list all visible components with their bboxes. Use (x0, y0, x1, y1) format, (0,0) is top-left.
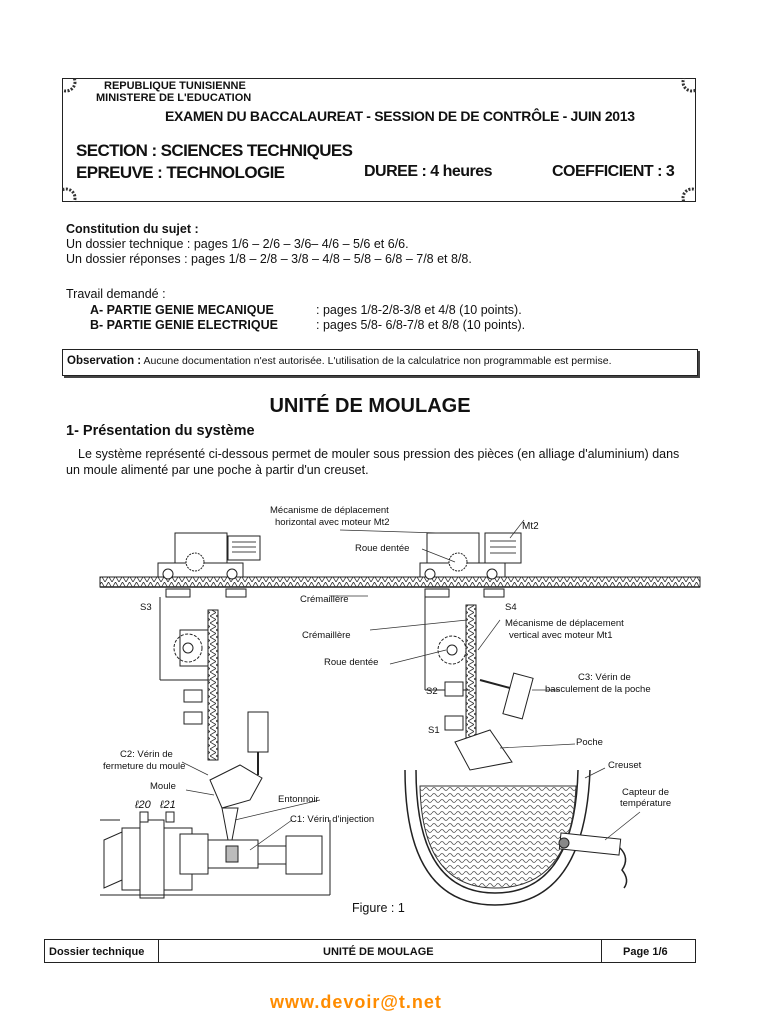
coefficient: COEFFICIENT : 3 (552, 163, 675, 180)
label-cremaillere: Crémaillère (300, 594, 349, 605)
constitution-line: Un dossier technique : pages 1/6 – 2/6 – 3/6– 4/6 – 5/6 et 6/6. (66, 237, 409, 251)
left-carriage (158, 533, 260, 579)
observation-text: Aucune documentation n'est autorisée. L'utilisation de la calculatrice non programmable est permise. (143, 355, 612, 367)
label-capteur: température (620, 798, 672, 809)
label-capteur: Capteur de (622, 787, 670, 798)
label-cremaillere: Crémaillère (302, 630, 351, 641)
label-mech-h: horizontal avec moteur Mt2 (275, 517, 390, 528)
label-s4: S4 (505, 602, 517, 613)
constitution-block (66, 222, 472, 267)
label-moule: Moule (150, 781, 176, 792)
label-s1: S1 (428, 725, 440, 736)
footer-left: Dossier technique (49, 946, 145, 958)
left-vertical-mechanism (160, 597, 268, 808)
corner-ornament-icon (674, 180, 696, 202)
label-s2: S2 (426, 686, 438, 697)
part-b-pages: : pages 5/8- 6/8-7/8 et 8/8 (10 points). (316, 318, 526, 332)
page-title: UNITÉ DE MOULAGE (269, 395, 471, 417)
corner-ornament-icon (62, 78, 84, 100)
footer-divider (601, 939, 602, 963)
crucible (405, 770, 627, 905)
constitution-line: Un dossier réponses : pages 1/8 – 2/8 – 3/8 – 4/8 – 5/8 – 6/8 – 7/8 et 8/8. (66, 252, 472, 266)
label-l20: ℓ20 (135, 799, 151, 811)
label-c2: C2: Vérin de (120, 749, 173, 760)
section-heading: 1- Présentation du système (66, 423, 255, 439)
section-epreuve (76, 140, 352, 184)
exam-title: EXAMEN DU BACCALAUREAT - SESSION DE DE CONTRÔLE - JUIN 2013 (165, 108, 635, 124)
label-s3: S3 (140, 602, 152, 613)
section: SECTION : SCIENCES TECHNIQUES (76, 141, 353, 160)
epreuve: EPREUVE : TECHNOLOGIE (76, 163, 285, 182)
footer-box (44, 939, 696, 963)
label-c3: basculement de la poche (545, 684, 651, 695)
system-figure (0, 490, 768, 920)
ministry: MINISTERE DE L'EDUCATION (96, 92, 252, 104)
label-mech-h: Mécanisme de déplacement (270, 505, 389, 516)
part-b-label: B- PARTIE GENIE ELECTRIQUE (90, 318, 278, 332)
label-c1: C1: Vérin d'injection (290, 814, 375, 825)
observation-label: Observation : (67, 355, 142, 367)
label-entonnoir: Entonnoir (278, 794, 319, 805)
horizontal-rack (100, 577, 700, 587)
label-roue: Roue dentée (355, 543, 410, 554)
label-mt2: Mt2 (522, 521, 539, 532)
label-mech-v: vertical avec moteur Mt1 (509, 630, 613, 641)
label-poche: Poche (576, 737, 603, 748)
travail-heading: Travail demandé : (66, 287, 166, 301)
label-c3: C3: Vérin de (578, 672, 631, 683)
label-l21: ℓ21 (160, 799, 176, 811)
part-a-label: A- PARTIE GENIE MECANIQUE (90, 303, 274, 317)
footer-divider (158, 939, 159, 963)
watermark: www.devoir@t.net (270, 992, 442, 1012)
duree: DUREE : 4 heures (364, 163, 493, 180)
right-carriage (420, 533, 521, 579)
intro-text: Le système représenté ci-dessous permet de mouler sous pression des pièces (en alliage d'aluminium) dans un moule alimenté par une poche à partir d'un creuset. (66, 447, 680, 477)
corner-ornament-icon (674, 78, 696, 100)
figure-caption: Figure : 1 (352, 901, 405, 915)
footer-center: UNITÉ DE MOULAGE (323, 946, 434, 958)
footer-page: Page 1/6 (623, 946, 668, 958)
observation-box (62, 349, 698, 376)
label-c2: fermeture du moule (103, 761, 186, 772)
republic-ministry (96, 80, 252, 104)
constitution-heading: Constitution du sujet : (66, 222, 199, 236)
label-roue: Roue dentée (324, 657, 379, 668)
label-creuset: Creuset (608, 760, 642, 771)
part-a-pages: : pages 1/8-2/8-3/8 et 4/8 (10 points). (316, 303, 522, 317)
republic: REPUBLIQUE TUNISIENNE (104, 80, 246, 92)
label-mech-v: Mécanisme de déplacement (505, 618, 624, 629)
